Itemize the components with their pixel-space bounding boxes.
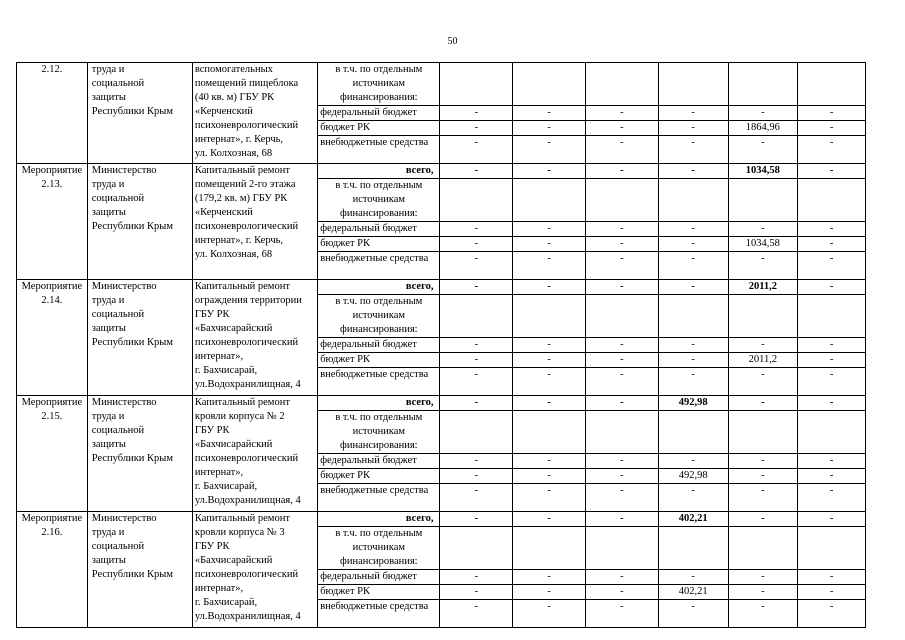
amount-cell: 402,21 — [658, 512, 728, 527]
amount-cell: - — [798, 136, 866, 164]
amount-cell: - — [440, 237, 513, 252]
amount-cell: - — [658, 484, 728, 512]
amount-cell — [586, 63, 659, 106]
funding-source-label: внебюджетные средства — [318, 252, 440, 280]
amount-cell — [728, 63, 798, 106]
measure-label: 2.12. — [17, 63, 88, 164]
amount-cell: - — [798, 585, 866, 600]
amount-cell: - — [513, 368, 586, 396]
amount-cell: - — [798, 280, 866, 295]
amount-cell — [798, 411, 866, 454]
amount-cell: - — [513, 585, 586, 600]
funding-source-label: бюджет РК — [318, 469, 440, 484]
amount-cell: - — [798, 454, 866, 469]
amount-cell — [440, 527, 513, 570]
funding-source-label: внебюджетные средства — [318, 484, 440, 512]
amount-cell: - — [728, 484, 798, 512]
amount-cell: - — [440, 280, 513, 295]
amount-cell: 492,98 — [658, 396, 728, 411]
amount-cell: - — [586, 469, 659, 484]
amount-cell: - — [728, 338, 798, 353]
amount-cell: - — [513, 353, 586, 368]
amount-cell: - — [440, 570, 513, 585]
amount-cell: - — [440, 136, 513, 164]
amount-cell: - — [798, 469, 866, 484]
amount-cell — [798, 295, 866, 338]
amount-cell: - — [513, 454, 586, 469]
amount-cell: - — [440, 469, 513, 484]
amount-cell: - — [440, 585, 513, 600]
funding-source-label: всего, — [318, 280, 440, 295]
amount-cell — [586, 179, 659, 222]
funding-source-label: в т.ч. по отдельным источникам финансирования: — [318, 295, 440, 338]
amount-cell: - — [658, 121, 728, 136]
amount-cell — [728, 411, 798, 454]
funding-source-label: бюджет РК — [318, 585, 440, 600]
amount-cell — [798, 179, 866, 222]
amount-cell: - — [513, 252, 586, 280]
amount-cell: - — [440, 106, 513, 121]
amount-cell: - — [658, 280, 728, 295]
amount-cell — [798, 527, 866, 570]
amount-cell: 2011,2 — [728, 353, 798, 368]
amount-cell: - — [586, 136, 659, 164]
amount-cell: - — [798, 368, 866, 396]
funding-source-label: бюджет РК — [318, 353, 440, 368]
table-row — [17, 512, 866, 527]
amount-cell: - — [728, 469, 798, 484]
measure-description: вспомогательных помещений пищеблока (40 кв. м) ГБУ РК «Керченский психоневрологический интернат», г. Керчь, ул. Колхозная, 68 — [192, 63, 317, 164]
amount-cell: - — [728, 454, 798, 469]
amount-cell: - — [586, 222, 659, 237]
responsible-org: Министерство труда и социальной защиты Республики Крым — [87, 164, 192, 280]
funding-source-label: бюджет РК — [318, 237, 440, 252]
table-row — [17, 396, 866, 411]
amount-cell — [440, 411, 513, 454]
amount-cell: - — [658, 164, 728, 179]
amount-cell: - — [440, 121, 513, 136]
amount-cell: - — [798, 338, 866, 353]
amount-cell: - — [658, 237, 728, 252]
amount-cell: - — [658, 136, 728, 164]
table-row — [17, 63, 866, 106]
funding-source-label: внебюджетные средства — [318, 600, 440, 628]
amount-cell: - — [798, 396, 866, 411]
amount-cell: - — [798, 600, 866, 628]
measure-description: Капитальный ремонт ограждения территории ГБУ РК «Бахчисарайский психоневрологический интернат», г. Бахчисарай, ул.Водохранилищная, 4 — [192, 280, 317, 396]
amount-cell: - — [586, 252, 659, 280]
amount-cell: - — [513, 237, 586, 252]
amount-cell: - — [440, 454, 513, 469]
table-row — [17, 164, 866, 179]
amount-cell: - — [728, 106, 798, 121]
measure-label: Мероприятие 2.13. — [17, 164, 88, 280]
amount-cell — [440, 179, 513, 222]
amount-cell: - — [586, 164, 659, 179]
amount-cell: - — [440, 368, 513, 396]
amount-cell: - — [798, 252, 866, 280]
amount-cell: - — [586, 106, 659, 121]
amount-cell: - — [513, 338, 586, 353]
amount-cell: - — [586, 353, 659, 368]
amount-cell — [728, 295, 798, 338]
amount-cell — [586, 411, 659, 454]
funding-source-label: бюджет РК — [318, 121, 440, 136]
amount-cell — [728, 527, 798, 570]
amount-cell — [658, 411, 728, 454]
amount-cell: - — [798, 222, 866, 237]
amount-cell: - — [728, 368, 798, 396]
amount-cell: - — [586, 338, 659, 353]
amount-cell: - — [728, 222, 798, 237]
amount-cell: - — [513, 484, 586, 512]
responsible-org: труда и социальной защиты Республики Крым — [87, 63, 192, 164]
responsible-org: Министерство труда и социальной защиты Республики Крым — [87, 396, 192, 512]
funding-source-label: федеральный бюджет — [318, 570, 440, 585]
amount-cell — [658, 527, 728, 570]
amount-cell — [798, 63, 866, 106]
amount-cell: - — [658, 222, 728, 237]
amount-cell: - — [728, 512, 798, 527]
measure-description: Капитальный ремонт кровли корпуса № 3 ГБУ РК «Бахчисарайский психоневрологический интернат», г. Бахчисарай, ул.Водохранилищная, 4 — [192, 512, 317, 628]
measure-label: Мероприятие 2.14. — [17, 280, 88, 396]
amount-cell: - — [440, 396, 513, 411]
amount-cell: - — [798, 353, 866, 368]
amount-cell: - — [798, 237, 866, 252]
responsible-org: Министерство труда и социальной защиты Республики Крым — [87, 280, 192, 396]
funding-source-label: внебюджетные средства — [318, 368, 440, 396]
amount-cell: - — [586, 585, 659, 600]
amount-cell: 1864,96 — [728, 121, 798, 136]
measure-label: Мероприятие 2.15. — [17, 396, 88, 512]
amount-cell: 492,98 — [658, 469, 728, 484]
amount-cell: - — [586, 396, 659, 411]
amount-cell: - — [728, 600, 798, 628]
amount-cell: - — [798, 570, 866, 585]
amount-cell: - — [728, 136, 798, 164]
amount-cell: - — [440, 252, 513, 280]
amount-cell: - — [513, 280, 586, 295]
amount-cell — [513, 411, 586, 454]
funding-source-label: федеральный бюджет — [318, 454, 440, 469]
amount-cell: - — [658, 106, 728, 121]
funding-source-label: в т.ч. по отдельным источникам финансирования: — [318, 63, 440, 106]
amount-cell: - — [728, 570, 798, 585]
amount-cell: - — [586, 484, 659, 512]
amount-cell: - — [728, 585, 798, 600]
amount-cell: - — [586, 237, 659, 252]
amount-cell — [658, 179, 728, 222]
amount-cell: - — [513, 469, 586, 484]
amount-cell: - — [440, 600, 513, 628]
funding-source-label: всего, — [318, 164, 440, 179]
funding-source-label: федеральный бюджет — [318, 106, 440, 121]
amount-cell: - — [658, 252, 728, 280]
amount-cell: 1034,58 — [728, 164, 798, 179]
amount-cell — [513, 63, 586, 106]
funding-source-label: федеральный бюджет — [318, 338, 440, 353]
amount-cell: - — [513, 106, 586, 121]
amount-cell: - — [658, 454, 728, 469]
funding-source-label: внебюджетные средства — [318, 136, 440, 164]
amount-cell: - — [513, 222, 586, 237]
funding-source-label: в т.ч. по отдельным источникам финансирования: — [318, 527, 440, 570]
amount-cell — [513, 527, 586, 570]
measure-label: Мероприятие 2.16. — [17, 512, 88, 628]
amount-cell: - — [513, 396, 586, 411]
amount-cell: - — [440, 164, 513, 179]
amount-cell: 1034,58 — [728, 237, 798, 252]
amount-cell — [658, 63, 728, 106]
amount-cell: - — [440, 484, 513, 512]
amount-cell: - — [513, 136, 586, 164]
table-row — [17, 280, 866, 295]
amount-cell: - — [798, 164, 866, 179]
amount-cell: - — [513, 164, 586, 179]
amount-cell: 402,21 — [658, 585, 728, 600]
amount-cell — [513, 179, 586, 222]
page-number: 50 — [447, 36, 458, 47]
amount-cell: - — [440, 222, 513, 237]
amount-cell: - — [440, 512, 513, 527]
financing-table — [16, 62, 866, 628]
amount-cell: - — [513, 121, 586, 136]
amount-cell — [513, 295, 586, 338]
amount-cell: - — [798, 512, 866, 527]
amount-cell — [440, 63, 513, 106]
amount-cell — [658, 295, 728, 338]
funding-source-label: всего, — [318, 396, 440, 411]
amount-cell: - — [440, 338, 513, 353]
amount-cell: - — [513, 512, 586, 527]
funding-source-label: в т.ч. по отдельным источникам финансирования: — [318, 411, 440, 454]
amount-cell: - — [440, 353, 513, 368]
amount-cell — [728, 179, 798, 222]
amount-cell: - — [798, 106, 866, 121]
amount-cell: - — [658, 600, 728, 628]
amount-cell: - — [586, 454, 659, 469]
amount-cell: - — [513, 600, 586, 628]
amount-cell: - — [798, 484, 866, 512]
funding-source-label: федеральный бюджет — [318, 222, 440, 237]
amount-cell: - — [586, 368, 659, 396]
amount-cell: - — [586, 600, 659, 628]
amount-cell: - — [586, 512, 659, 527]
amount-cell — [586, 527, 659, 570]
amount-cell: - — [658, 368, 728, 396]
measure-description: Капитальный ремонт помещений 2-го этажа (179,2 кв. м) ГБУ РК «Керченский психоневрологический интернат», г. Керчь, ул. Колхозная, 68 — [192, 164, 317, 280]
amount-cell: - — [586, 280, 659, 295]
amount-cell: - — [658, 338, 728, 353]
amount-cell: - — [798, 121, 866, 136]
measure-description: Капитальный ремонт кровли корпуса № 2 ГБУ РК «Бахчисарайский психоневрологический интернат», г. Бахчисарай, ул.Водохранилищная, 4 — [192, 396, 317, 512]
funding-source-label: в т.ч. по отдельным источникам финансирования: — [318, 179, 440, 222]
amount-cell: - — [586, 121, 659, 136]
amount-cell: - — [658, 570, 728, 585]
amount-cell: - — [513, 570, 586, 585]
funding-source-label: всего, — [318, 512, 440, 527]
amount-cell: - — [586, 570, 659, 585]
responsible-org: Министерство труда и социальной защиты Республики Крым — [87, 512, 192, 628]
amount-cell: - — [728, 396, 798, 411]
amount-cell: 2011,2 — [728, 280, 798, 295]
amount-cell — [586, 295, 659, 338]
amount-cell: - — [728, 252, 798, 280]
amount-cell: - — [658, 353, 728, 368]
amount-cell — [440, 295, 513, 338]
